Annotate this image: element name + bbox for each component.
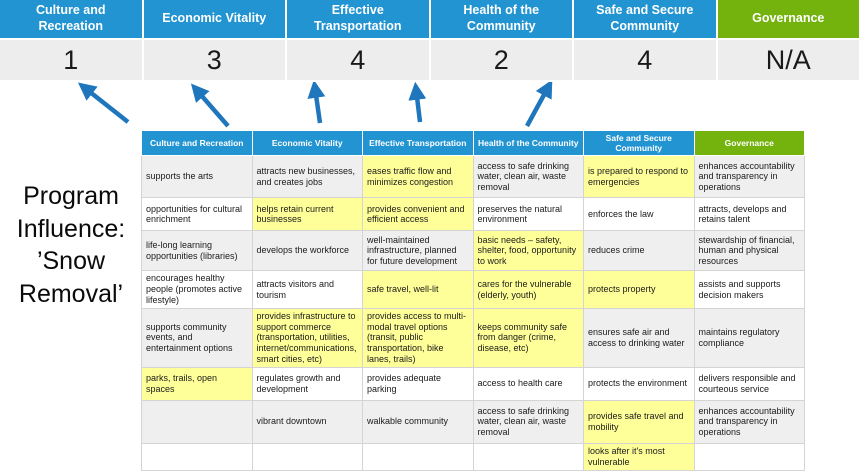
matrix-cell: provides adequate parking [363, 367, 474, 400]
matrix-cell: preserves the natural environment [473, 198, 584, 231]
matrix-cell: protects the environment [584, 367, 695, 400]
matrix-cell [363, 443, 474, 470]
matrix-cell: eases traffic flow and minimizes congestion [363, 156, 474, 198]
matrix-cell: attracts, develops and retains talent [694, 198, 805, 231]
matrix-cell: ensures safe air and access to drinking water [584, 308, 695, 367]
table-row [142, 271, 805, 308]
up-arrow-icon [201, 95, 228, 126]
matrix-column-header-safe-and-secure-community: Safe and Secure Community [584, 131, 695, 156]
matrix-cell: life-long learning opportunities (libraries) [142, 231, 253, 271]
table-row [142, 367, 805, 400]
matrix-cell [252, 443, 363, 470]
matrix-cell: provides safe travel and mobility [584, 400, 695, 443]
up-arrow-icon [90, 92, 128, 122]
matrix-cell: provides infrastructure to support commerce (transportation, utilities, internet/communications, smart cities, etc) [252, 308, 363, 367]
matrix-cell: provides access to multi-modal travel options (transit, public transportation, bike lanes, trails) [363, 308, 474, 367]
matrix-cell: assists and supports decision makers [694, 271, 805, 308]
matrix-cell: regulates growth and development [252, 367, 363, 400]
program-influence-label: Program Influence: ’Snow Removal’ [0, 180, 142, 310]
matrix-cell: safe travel, well-lit [363, 271, 474, 308]
summary-scores [0, 40, 859, 80]
matrix-cell: provides convenient and efficient access [363, 198, 474, 231]
matrix-cell: maintains regulatory compliance [694, 308, 805, 367]
matrix-cell [142, 400, 253, 443]
matrix-column-header-culture-and-recreation: Culture and Recreation [142, 131, 253, 156]
matrix-cell: enforces the law [584, 198, 695, 231]
matrix-body [142, 156, 805, 470]
matrix-column-header-effective-transportation: Effective Transportation [363, 131, 474, 156]
matrix-cell: reduces crime [584, 231, 695, 271]
table-row [142, 443, 805, 470]
matrix-cell: looks after it's most vulnerable [584, 443, 695, 470]
matrix-cell: delivers responsible and courteous service [694, 367, 805, 400]
up-arrow-icon [527, 93, 545, 126]
matrix-cell: protects property [584, 271, 695, 308]
summary-banner [0, 0, 859, 38]
category-header-governance: Governance [718, 0, 859, 38]
matrix-cell: supports the arts [142, 156, 253, 198]
matrix-cell [142, 443, 253, 470]
table-row [142, 231, 805, 271]
matrix-cell: access to safe drinking water, clean air, waste removal [473, 156, 584, 198]
matrix-cell: is prepared to respond to emergencies [584, 156, 695, 198]
matrix-cell [473, 443, 584, 470]
matrix-cell: walkable community [363, 400, 474, 443]
matrix-column-header-economic-vitality: Economic Vitality [252, 131, 363, 156]
matrix-cell: basic needs – safety, shelter, food, opportunity to work [473, 231, 584, 271]
category-header-safe-and-secure-community: Safe and Secure Community [574, 0, 716, 38]
category-score-culture-and-recreation: 1 [0, 40, 142, 80]
table-row [142, 156, 805, 198]
matrix-cell: attracts visitors and tourism [252, 271, 363, 308]
matrix-cell [694, 443, 805, 470]
category-header-economic-vitality: Economic Vitality [144, 0, 286, 38]
matrix-cell: encourages healthy people (promotes active lifestyle) [142, 271, 253, 308]
matrix-cell: stewardship of financial, human and physical resources [694, 231, 805, 271]
matrix-cell: opportunities for cultural enrichment [142, 198, 253, 231]
matrix-column-header-governance: Governance [694, 131, 805, 156]
table-row [142, 198, 805, 231]
matrix-cell: helps retain current businesses [252, 198, 363, 231]
category-score-economic-vitality: 3 [144, 40, 286, 80]
influence-matrix-table [141, 130, 805, 471]
matrix-header-row [142, 131, 805, 156]
matrix-cell: keeps community safe from danger (crime, disease, etc) [473, 308, 584, 367]
category-header-effective-transportation: Effective Transportation [287, 0, 429, 38]
table-row [142, 308, 805, 367]
matrix-cell: supports community events, and entertainment options [142, 308, 253, 367]
matrix-cell: enhances accountability and transparency in operations [694, 156, 805, 198]
category-header-health-of-the-community: Health of the Community [431, 0, 573, 38]
up-arrow-icon [417, 97, 420, 122]
category-score-effective-transportation: 4 [287, 40, 429, 80]
influence-arrows [0, 82, 859, 130]
category-header-culture-and-recreation: Culture and Recreation [0, 0, 142, 38]
category-score-health-of-the-community: 2 [431, 40, 573, 80]
category-score-governance: N/A [718, 40, 859, 80]
matrix-cell: access to health care [473, 367, 584, 400]
matrix-column-header-health-of-the-community: Health of the Community [473, 131, 584, 156]
matrix-cell: enhances accountability and transparency in operations [694, 400, 805, 443]
matrix-cell: well-maintained infrastructure, planned for future development [363, 231, 474, 271]
up-arrow-icon [316, 95, 320, 123]
matrix-cell: access to safe drinking water, clean air, waste removal [473, 400, 584, 443]
matrix-cell: develops the workforce [252, 231, 363, 271]
matrix-cell: vibrant downtown [252, 400, 363, 443]
matrix-cell: parks, trails, open spaces [142, 367, 253, 400]
category-score-safe-and-secure-community: 4 [574, 40, 716, 80]
table-row [142, 400, 805, 443]
matrix-cell: attracts new businesses, and creates jobs [252, 156, 363, 198]
matrix-cell: cares for the vulnerable (elderly, youth) [473, 271, 584, 308]
